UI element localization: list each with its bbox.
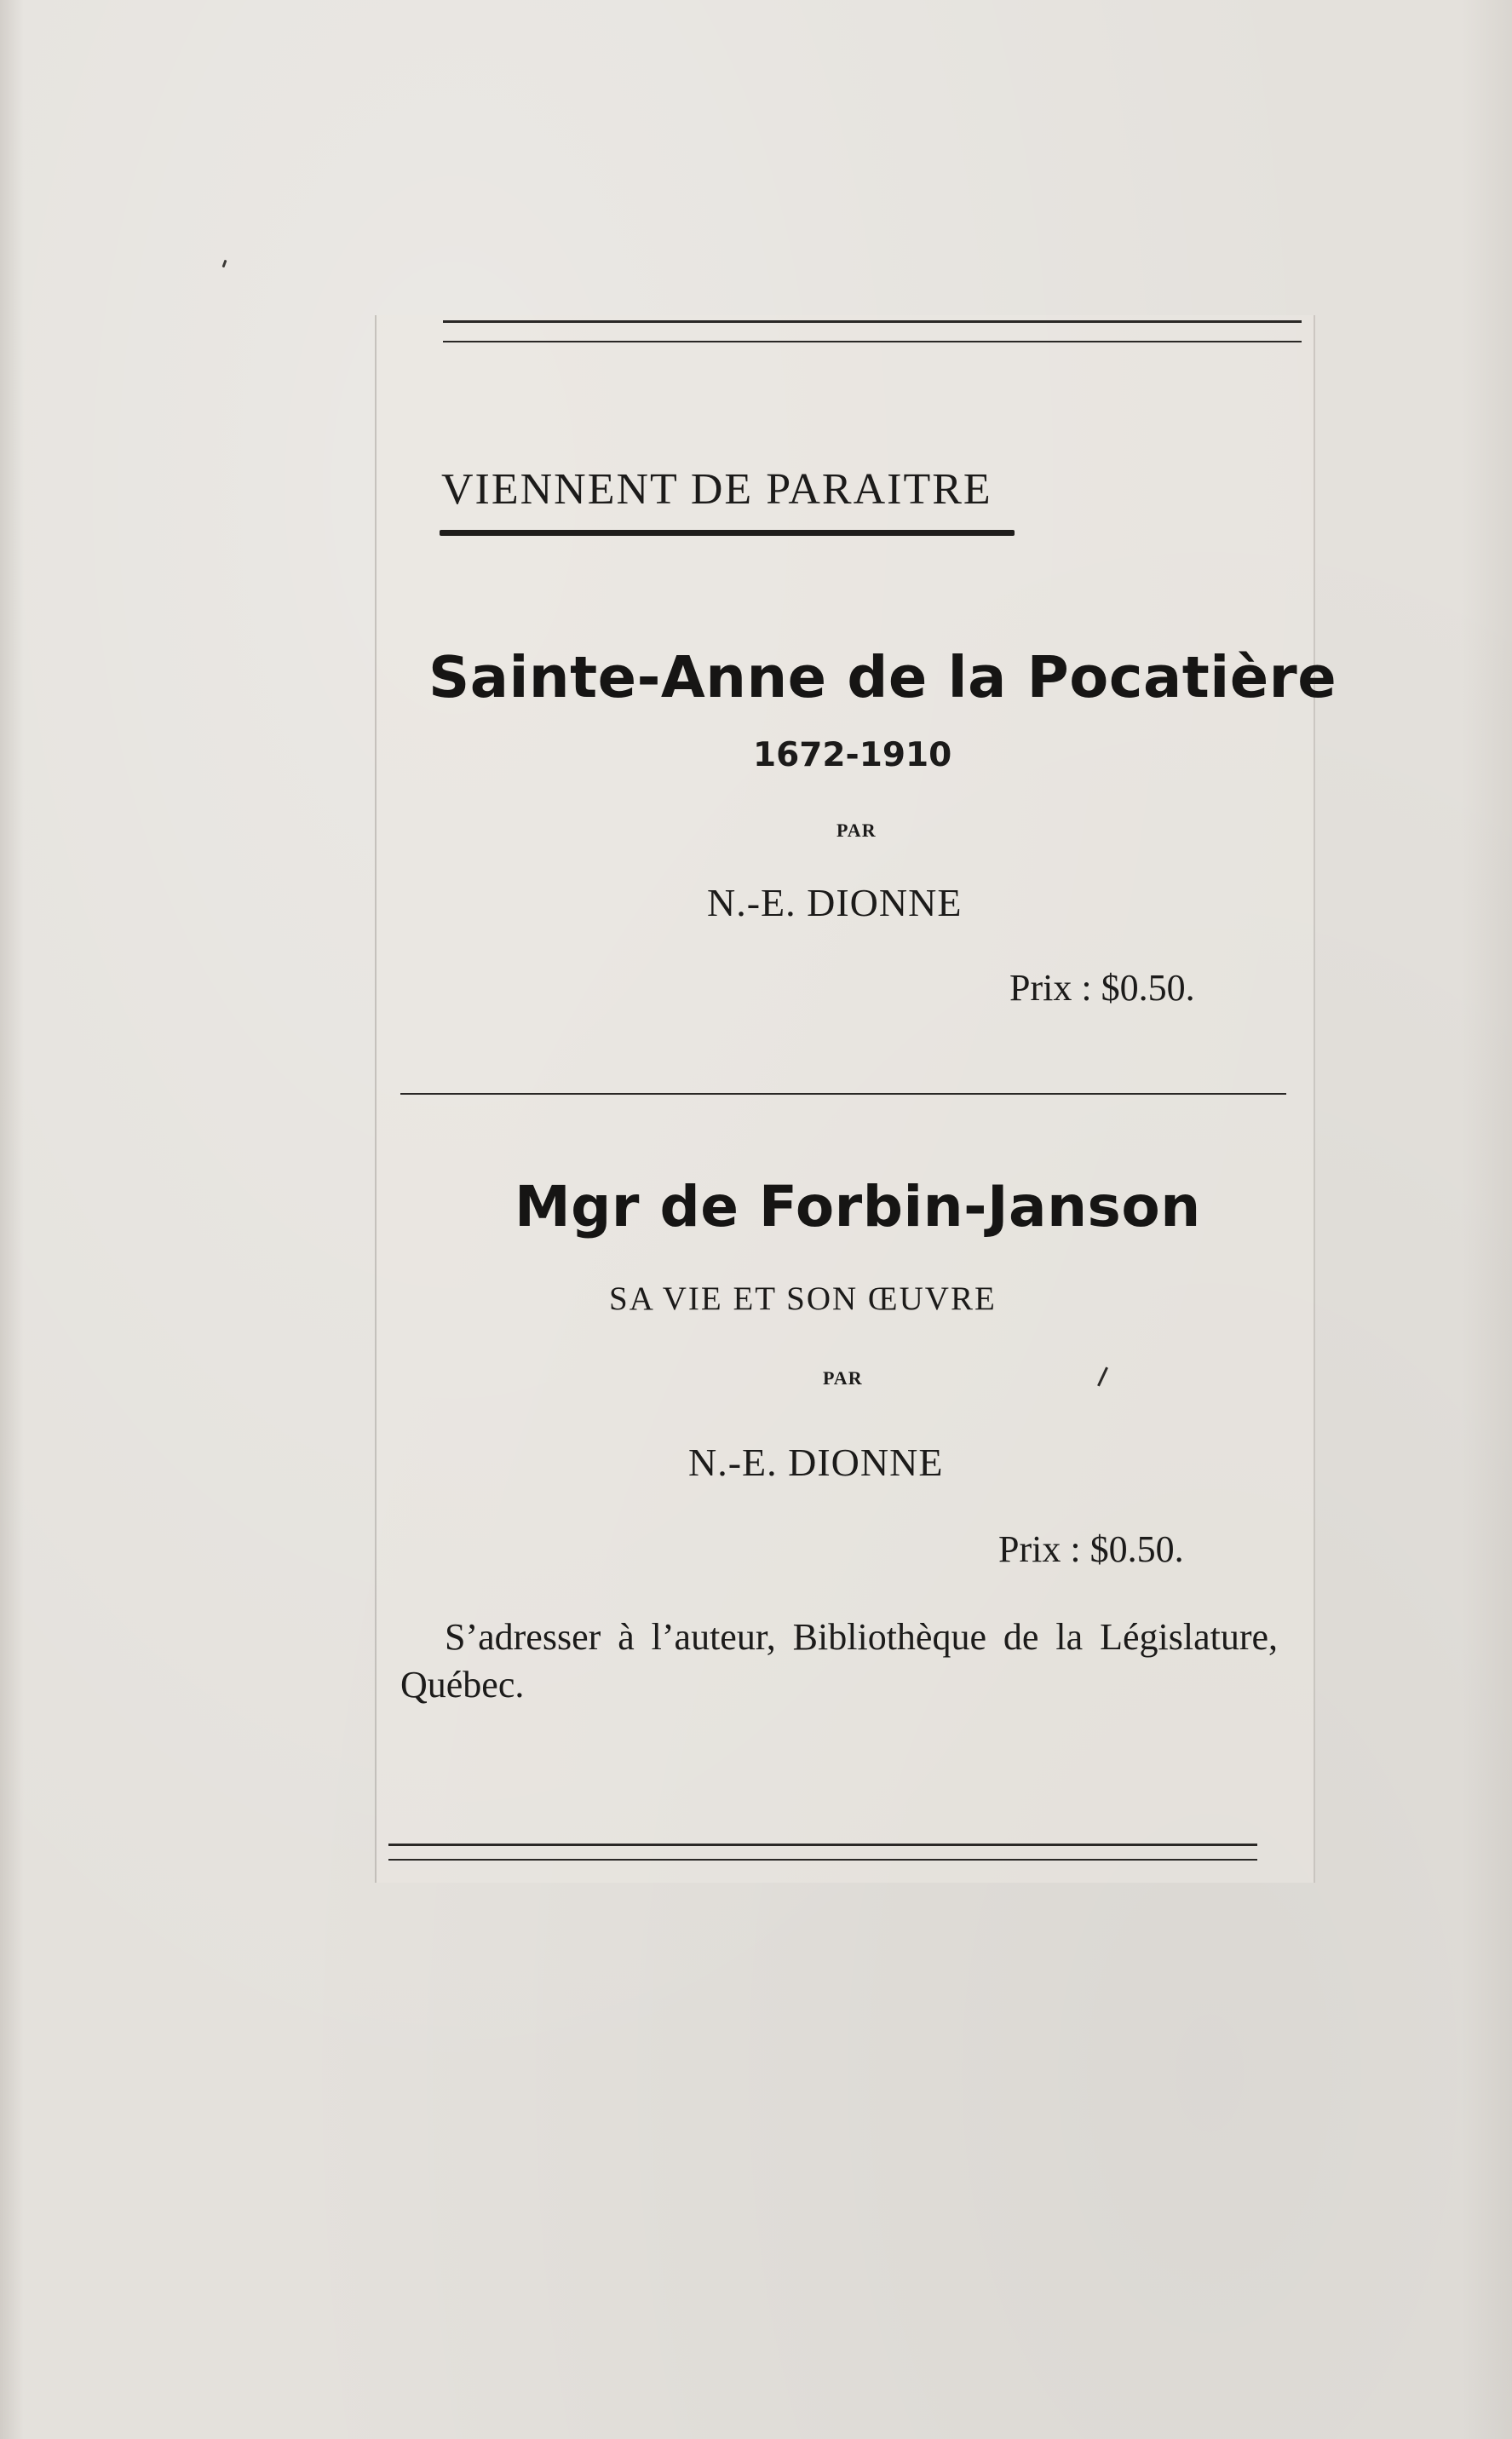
book-1-by-label: PAR xyxy=(836,820,877,841)
book-2-by-label: PAR xyxy=(823,1367,863,1389)
top-rule-upper xyxy=(443,320,1302,323)
page-edge-shadow-right xyxy=(1461,0,1512,2439)
heading-underline xyxy=(440,530,1015,536)
book-1-price: Prix : $0.50. xyxy=(1009,967,1195,1009)
book-2-subtitle: SA VIE ET SON ŒUVRE xyxy=(609,1280,997,1317)
page-edge-shadow-left xyxy=(0,0,24,2439)
stray-ink-mark xyxy=(222,260,227,267)
section-heading: VIENNENT DE PARAITRE xyxy=(441,465,992,514)
book-1-author: N.-E. DIONNE xyxy=(707,881,963,924)
book-1-title: Sainte-Anne de la Pocatière xyxy=(428,644,1337,710)
book-separator-rule xyxy=(400,1093,1286,1095)
bottom-rule-upper xyxy=(388,1844,1257,1846)
book-1-dates: 1672-1910 xyxy=(753,736,952,774)
book-2-title: Mgr de Forbin-Janson xyxy=(515,1174,1201,1240)
book-2-author: N.-E. DIONNE xyxy=(688,1441,944,1484)
top-rule-lower xyxy=(443,341,1302,342)
bottom-rule-lower xyxy=(388,1859,1257,1861)
book-2-price: Prix : $0.50. xyxy=(998,1528,1184,1570)
contact-address: S’adresser à l’auteur, Bibliothèque de la Législature, Québec. xyxy=(400,1616,1278,1706)
